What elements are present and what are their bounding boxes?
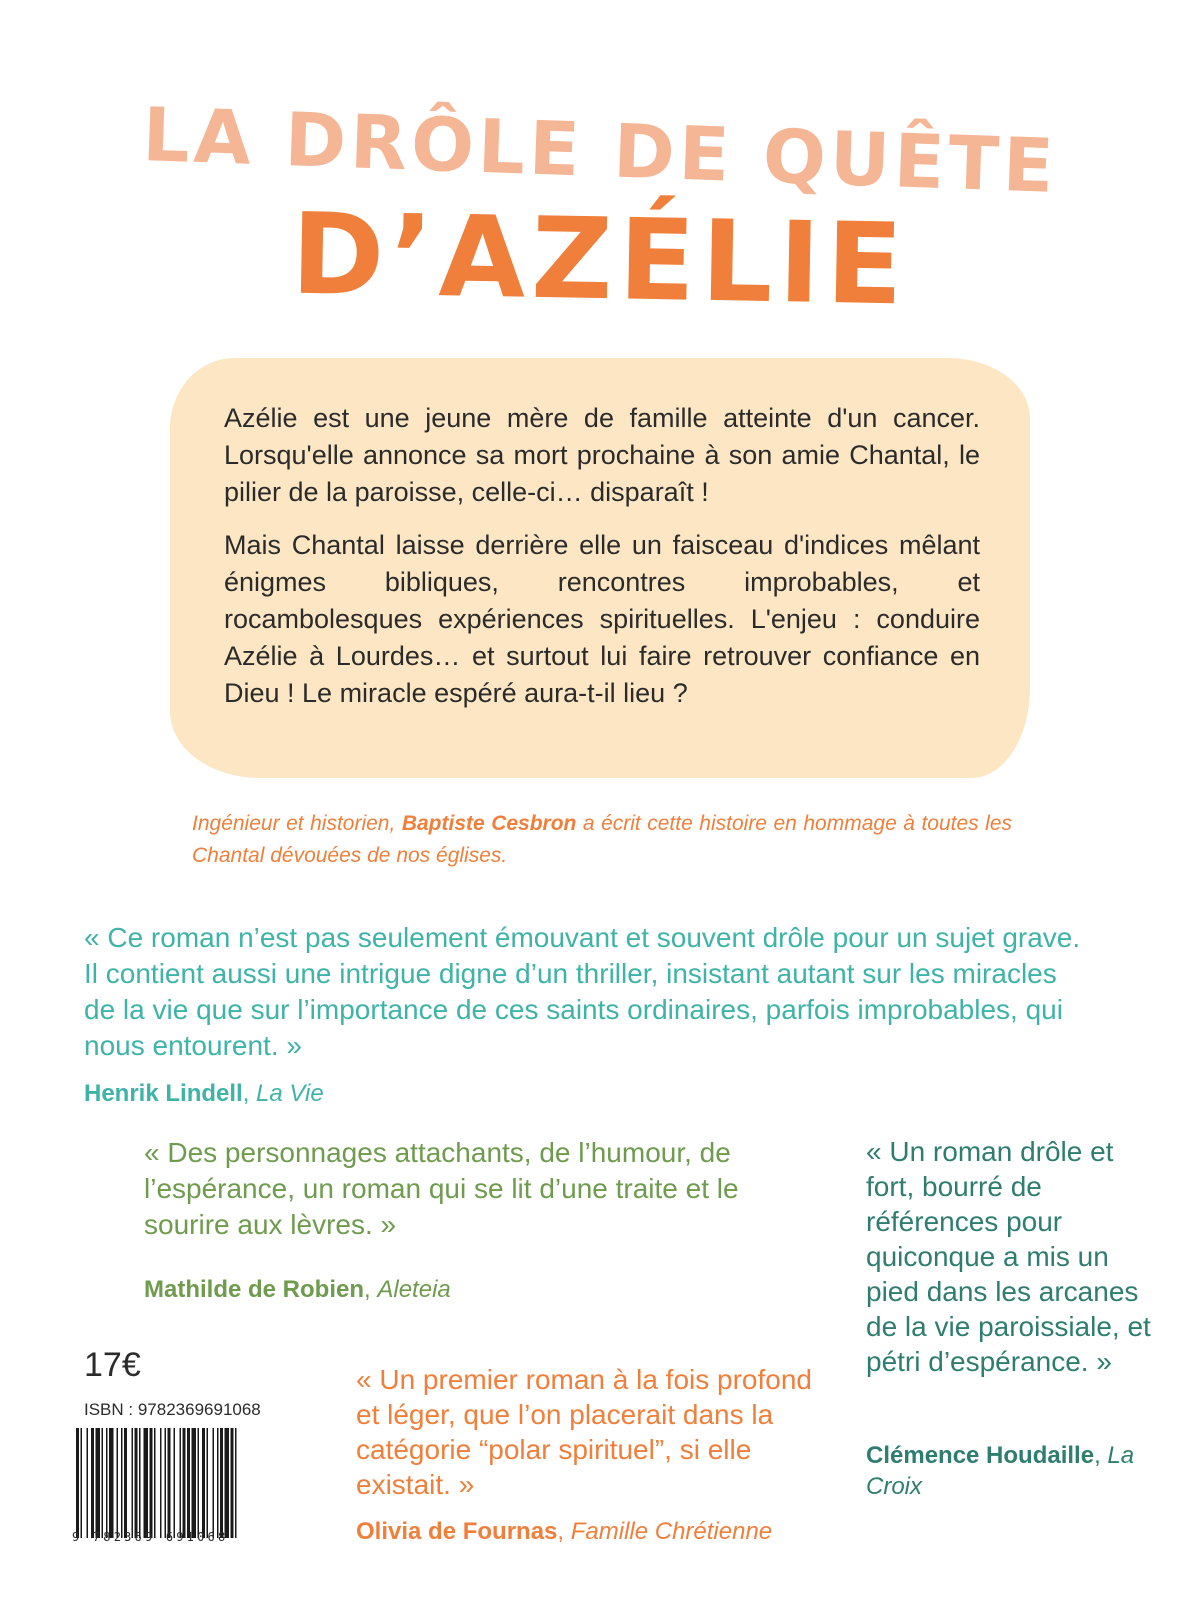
barcode-bar xyxy=(106,1428,108,1538)
quote-author: Henrik Lindell xyxy=(84,1080,243,1107)
barcode-bar xyxy=(150,1428,153,1538)
author-name: Baptiste Cesbron xyxy=(401,812,577,835)
barcode-bar xyxy=(144,1428,149,1538)
barcode-bar xyxy=(121,1428,123,1538)
barcode-bar xyxy=(174,1428,176,1538)
summary-paragraph-2: Mais Chantal laisse derrière elle un faisceau d'indices mêlant énigmes bibliques, rencontres improbables, et rocambolesques expériences spirituelles. L'enjeu : conduire Azélie à Lourdes… et surtout lui faire retrouver confiance en Dieu ! Le miracle espéré aura-t-il lieu ? xyxy=(224,530,980,708)
barcode-bar xyxy=(91,1428,94,1538)
barcode-bar xyxy=(187,1428,190,1538)
barcode-bar xyxy=(235,1428,237,1538)
barcode-bar xyxy=(96,1428,101,1538)
quote-lindell-attribution xyxy=(84,1080,324,1108)
quote-publication: La Croix xyxy=(866,1442,1135,1500)
barcode-bar xyxy=(192,1428,197,1538)
isbn-label: ISBN : 9782369691068 xyxy=(84,1400,261,1419)
barcode-bar xyxy=(124,1428,127,1538)
barcode-bar xyxy=(132,1428,134,1538)
barcode-bar xyxy=(135,1428,138,1538)
barcode-bar xyxy=(165,1428,167,1538)
barcode-bar xyxy=(117,1428,119,1538)
title-line-2: D’AZÉLIE xyxy=(290,189,910,331)
barcode-bar xyxy=(168,1428,171,1538)
author-note xyxy=(192,808,1012,872)
quote-author: Clémence Houdaille xyxy=(866,1442,1095,1469)
barcode-bar xyxy=(213,1428,215,1538)
barcode-bar xyxy=(87,1428,89,1538)
barcode-bar xyxy=(76,1428,79,1538)
barcode-bar xyxy=(225,1428,230,1538)
quote-author: Olivia de Fournas xyxy=(356,1518,558,1545)
attribution-separator: , xyxy=(364,1276,378,1303)
quote-publication: Aleteia xyxy=(377,1276,451,1303)
quote-houdaille: « Un roman drôle et fort, bourré de références pour quiconque a mis un pied dans les arcanes de la vie paroissiale, et pétri d’espérance. » xyxy=(866,1136,1151,1377)
quote-publication: La Vie xyxy=(256,1080,324,1107)
quote-robien: « Des personnages attachants, de l’humour, de l’espérance, un roman qui se lit d’une traite et le sourire aux lèvres. » xyxy=(144,1137,739,1240)
quote-author: Mathilde de Robien xyxy=(144,1276,365,1303)
title-line-1: LA DRÔLE DE QUÊTE xyxy=(141,92,1059,210)
quote-houdaille-attribution xyxy=(866,1440,1166,1502)
price-label: 17€ xyxy=(84,1346,141,1384)
barcode-bar xyxy=(139,1428,141,1538)
barcode-bar xyxy=(220,1428,223,1538)
barcode-bar xyxy=(231,1428,234,1538)
barcode-digits: 9 782369 691068 xyxy=(72,1530,229,1544)
barcode-bar xyxy=(160,1428,162,1538)
barcode-bar xyxy=(202,1428,205,1538)
attribution-separator: , xyxy=(1094,1442,1108,1469)
attribution-separator: , xyxy=(242,1080,257,1107)
barcode-bar xyxy=(109,1428,114,1538)
barcode-bar xyxy=(102,1428,104,1538)
quote-robien-attribution xyxy=(144,1276,451,1304)
quote-lindell: « Ce roman n’est pas seulement émouvant et souvent drôle pour un sujet grave. Il contient aussi une intrigue digne d’un thriller, insistant autant sur les miracles de la vie que sur l’importance de ces saints ordinaires, parfois improbables, qui nous entourent. » xyxy=(84,922,1081,1061)
attribution-separator: , xyxy=(557,1518,571,1545)
summary-text xyxy=(224,400,980,728)
summary-paragraph-1: Azélie est une jeune mère de famille atteinte d'un cancer. Lorsqu'elle annonce sa mort prochaine à son amie Chantal, le pilier de la paroisse, celle-ci… disparaît ! xyxy=(224,403,980,507)
barcode-bar xyxy=(81,1428,83,1538)
barcode-image xyxy=(76,1428,286,1538)
barcode-bar xyxy=(154,1428,156,1538)
author-note-suffix: a écrit cette histoire en hommage à toutes les Chantal dévouées de nos églises. xyxy=(192,812,1013,867)
barcode-bar xyxy=(180,1428,182,1538)
barcode-bar xyxy=(198,1428,200,1538)
author-note-prefix: Ingénieur et historien, xyxy=(192,812,402,835)
barcode-bar xyxy=(217,1428,219,1538)
barcode-bar xyxy=(207,1428,209,1538)
quote-publication: Famille Chrétienne xyxy=(570,1518,773,1545)
quote-fournas: « Un premier roman à la fois profond et léger, que l’on placerait dans la catégorie “polar spirituel”, si elle existait. » xyxy=(356,1364,812,1500)
barcode-bar xyxy=(183,1428,186,1538)
quote-fournas-attribution xyxy=(356,1518,772,1546)
